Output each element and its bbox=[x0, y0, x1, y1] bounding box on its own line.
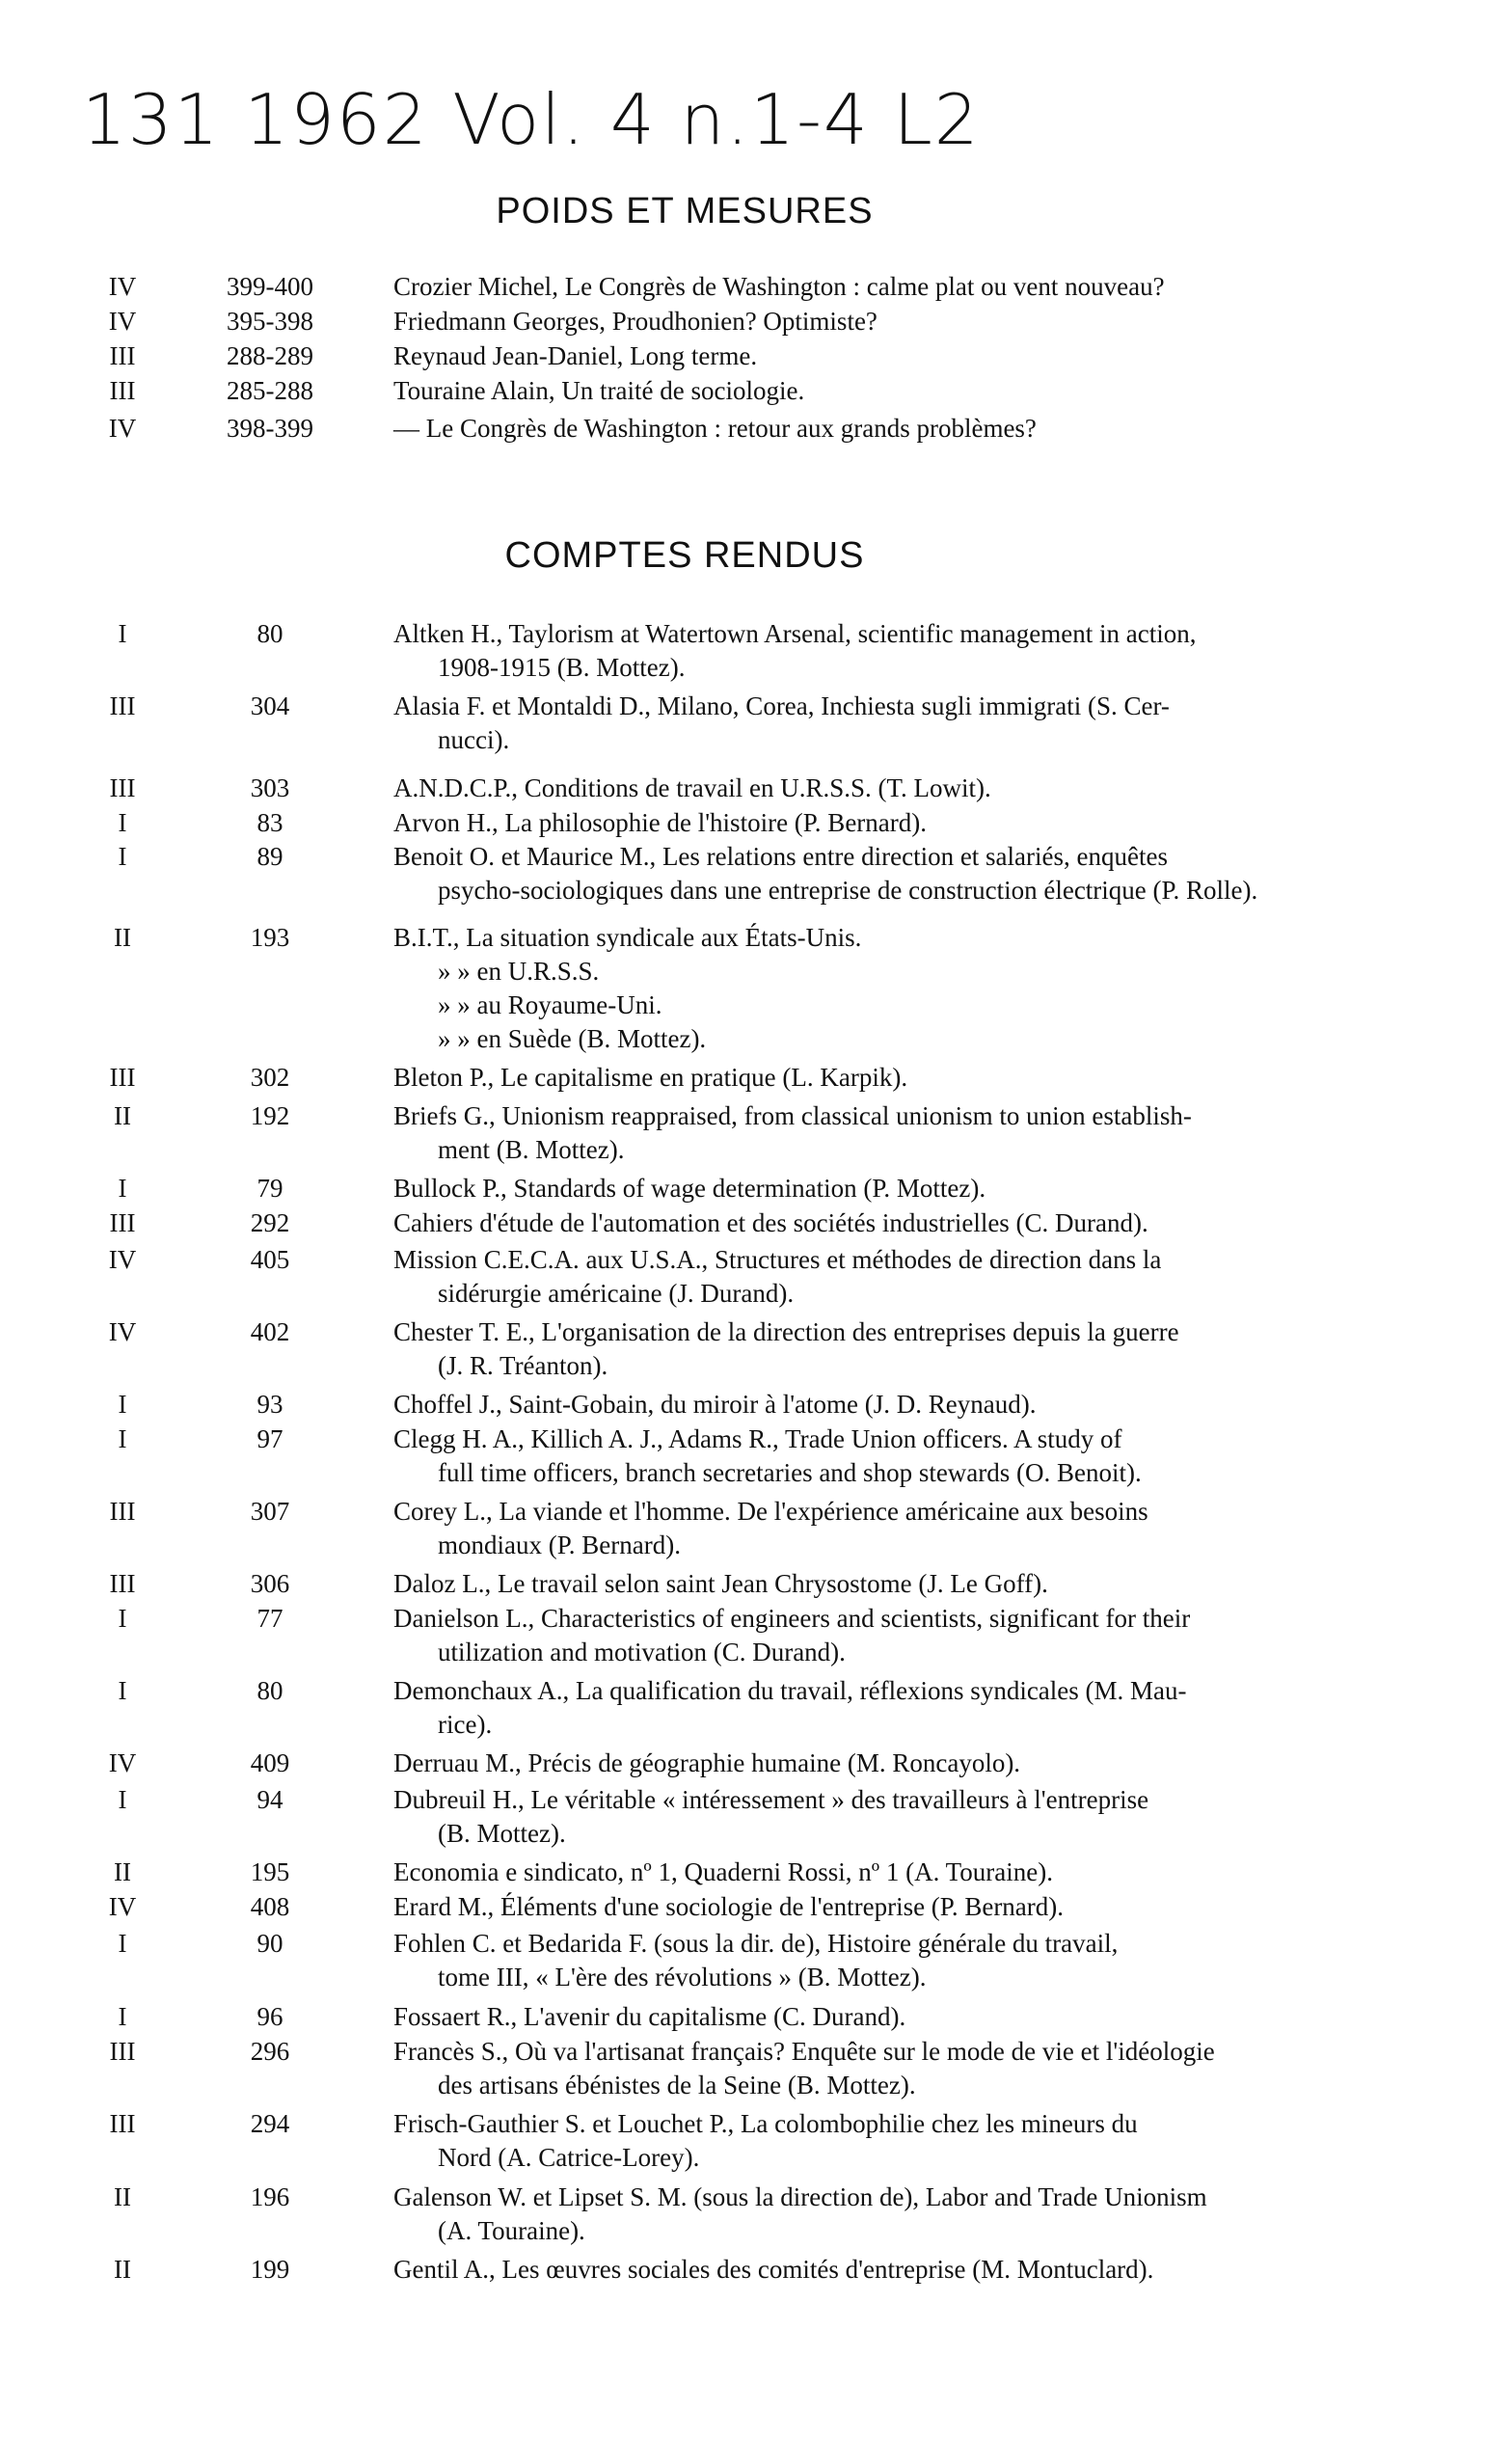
entry-text bbox=[393, 1856, 1418, 1889]
entry-text bbox=[393, 2253, 1418, 2287]
volume-number: III bbox=[109, 2109, 136, 2138]
volume-number: I bbox=[118, 1174, 127, 1203]
entry-text bbox=[393, 806, 1418, 840]
entry-line: Derruau M., Précis de géographie humaine (M. Roncayolo). bbox=[393, 1748, 1021, 1777]
page-range: 306 bbox=[250, 1569, 290, 1598]
entry-text bbox=[393, 690, 1418, 757]
page-range: 288-289 bbox=[227, 341, 313, 370]
entry-text bbox=[393, 412, 1418, 446]
page-range: 93 bbox=[256, 1390, 284, 1419]
entry-line: sidérurgie américaine (J. Durand). bbox=[438, 1279, 795, 1308]
page-range: 409 bbox=[250, 1748, 290, 1777]
volume-number: IV bbox=[108, 272, 137, 301]
entry-line: » » en Suède (B. Mottez). bbox=[438, 1024, 707, 1053]
volume-number: II bbox=[114, 2182, 131, 2211]
entry-line: Danielson L., Characteristics of engineers and scientists, significant for their bbox=[393, 1604, 1191, 1633]
volume-number: II bbox=[114, 2255, 131, 2284]
entry-line: psycho-sociologiques dans une entreprise de construction électrique (P. Rolle). bbox=[438, 876, 1258, 905]
entry-text bbox=[393, 1567, 1418, 1601]
entry-line: (B. Mottez). bbox=[438, 1819, 566, 1848]
entry-text bbox=[393, 305, 1418, 339]
entry-text bbox=[393, 2035, 1418, 2102]
volume-number: III bbox=[109, 1063, 136, 1092]
entry-line: des artisans ébénistes de la Seine (B. Mottez). bbox=[438, 2071, 916, 2099]
page-range: 77 bbox=[256, 1604, 284, 1633]
entry-text bbox=[393, 1747, 1418, 1780]
volume-number: IV bbox=[108, 1245, 137, 1274]
entry-text bbox=[393, 840, 1418, 907]
entry-line: rice). bbox=[438, 1710, 493, 1739]
volume-number: II bbox=[114, 1857, 131, 1886]
volume-number: III bbox=[109, 376, 136, 405]
entry-line: Altken H., Taylorism at Watertown Arsenal, scientific management in action, bbox=[393, 619, 1197, 648]
entry-text bbox=[393, 1890, 1418, 1924]
entry-text bbox=[393, 1602, 1418, 1669]
entry-line: » » au Royaume-Uni. bbox=[438, 990, 662, 1019]
volume-number: I bbox=[118, 1676, 127, 1705]
entry-text bbox=[393, 1422, 1418, 1490]
page-range: 405 bbox=[250, 1245, 290, 1274]
handwritten-annotation: 131 1962 Vol. 4 n.1-4 L2 bbox=[82, 79, 981, 160]
volume-number: II bbox=[114, 923, 131, 952]
page-range: 80 bbox=[256, 619, 284, 648]
entry-line: Dubreuil H., Le véritable « intéressement » des travailleurs à l'entreprise bbox=[393, 1785, 1149, 1814]
entry-line: full time officers, branch secretaries and shop stewards (O. Benoit). bbox=[438, 1458, 1142, 1487]
entry-line: » » en U.R.S.S. bbox=[438, 957, 600, 986]
entry-text bbox=[393, 617, 1418, 685]
volume-number: IV bbox=[108, 414, 137, 443]
entry-line: Nord (A. Catrice-Lorey). bbox=[438, 2143, 700, 2172]
entry-line: Galenson W. et Lipset S. M. (sous la direction de), Labor and Trade Unionism bbox=[393, 2182, 1207, 2211]
page-range: 294 bbox=[250, 2109, 290, 2138]
volume-number: II bbox=[114, 1101, 131, 1130]
volume-number: III bbox=[109, 1497, 136, 1526]
page-range: 399-400 bbox=[227, 272, 313, 301]
volume-number: I bbox=[118, 2002, 127, 2031]
page-range: 195 bbox=[250, 1857, 290, 1886]
page-range: 94 bbox=[256, 1785, 284, 1814]
section-title-poids: POIDS ET MESURES bbox=[496, 191, 874, 231]
entry-line: Daloz L., Le travail selon saint Jean Chrysostome (J. Le Goff). bbox=[393, 1569, 1048, 1598]
page-range: 196 bbox=[250, 2182, 290, 2211]
entry-line: Alasia F. et Montaldi D., Milano, Corea, Inchiesta sugli immigrati (S. Cer- bbox=[393, 691, 1170, 720]
entry-text bbox=[393, 339, 1418, 373]
entry-text bbox=[393, 1206, 1418, 1240]
entry-line: Crozier Michel, Le Congrès de Washington : calme plat ou vent nouveau? bbox=[393, 272, 1165, 301]
entry-text bbox=[393, 1243, 1418, 1311]
entry-text bbox=[393, 1674, 1418, 1742]
volume-number: I bbox=[118, 1604, 127, 1633]
page-range: 192 bbox=[250, 1101, 290, 1130]
page-range: 402 bbox=[250, 1317, 290, 1346]
entry-line: 1908-1915 (B. Mottez). bbox=[438, 653, 686, 682]
entry-line: — Le Congrès de Washington : retour aux grands problèmes? bbox=[393, 414, 1037, 443]
entry-line: Bleton P., Le capitalisme en pratique (L. Karpik). bbox=[393, 1063, 908, 1092]
entry-text bbox=[393, 374, 1418, 408]
page-range: 199 bbox=[250, 2255, 290, 2284]
entry-line: Frisch-Gauthier S. et Louchet P., La colombophilie chez les mineurs du bbox=[393, 2109, 1138, 2138]
entry-text bbox=[393, 2181, 1418, 2248]
entry-line: Mission C.E.C.A. aux U.S.A., Structures et méthodes de direction dans la bbox=[393, 1245, 1162, 1274]
volume-number: I bbox=[118, 619, 127, 648]
page-range: 408 bbox=[250, 1892, 290, 1921]
entry-line: Corey L., La viande et l'homme. De l'expérience américaine aux besoins bbox=[393, 1497, 1148, 1526]
entry-line: Francès S., Où va l'artisanat français? Enquête sur le mode de vie et l'idéologie bbox=[393, 2037, 1215, 2066]
entry-line: (A. Touraine). bbox=[438, 2216, 585, 2245]
page-range: 193 bbox=[250, 923, 290, 952]
page-range: 97 bbox=[256, 1424, 284, 1453]
volume-number: IV bbox=[108, 1892, 137, 1921]
page-range: 80 bbox=[256, 1676, 284, 1705]
entry-text bbox=[393, 1061, 1418, 1095]
entry-text bbox=[393, 1172, 1418, 1205]
entry-text bbox=[393, 1783, 1418, 1851]
entry-line: Clegg H. A., Killich A. J., Adams R., Trade Union officers. A study of bbox=[393, 1424, 1122, 1453]
entry-line: Economia e sindicato, nº 1, Quaderni Rossi, nº 1 (A. Touraine). bbox=[393, 1857, 1053, 1886]
entry-line: Choffel J., Saint-Gobain, du miroir à l'atome (J. D. Reynaud). bbox=[393, 1390, 1037, 1419]
page-range: 307 bbox=[250, 1497, 290, 1526]
entry-line: Fossaert R., L'avenir du capitalisme (C. Durand). bbox=[393, 2002, 906, 2031]
volume-number: IV bbox=[108, 307, 137, 336]
page-range: 90 bbox=[256, 1929, 284, 1958]
volume-number: III bbox=[109, 1569, 136, 1598]
page-range: 292 bbox=[250, 1208, 290, 1237]
volume-number: III bbox=[109, 773, 136, 802]
page-range: 83 bbox=[256, 808, 284, 837]
entry-line: Touraine Alain, Un traité de sociologie. bbox=[393, 376, 805, 405]
section-title-comptes: COMPTES RENDUS bbox=[504, 535, 865, 576]
entry-text bbox=[393, 1927, 1418, 1994]
page-range: 398-399 bbox=[227, 414, 313, 443]
entry-line: Benoit O. et Maurice M., Les relations entre direction et salariés, enquêtes bbox=[393, 842, 1168, 871]
entry-text bbox=[393, 772, 1418, 805]
page-range: 96 bbox=[256, 2002, 284, 2031]
entry-line: Chester T. E., L'organisation de la direction des entreprises depuis la guerre bbox=[393, 1317, 1179, 1346]
volume-number: IV bbox=[108, 1317, 137, 1346]
entry-line: Friedmann Georges, Proudhonien? Optimiste? bbox=[393, 307, 878, 336]
page-range: 303 bbox=[250, 773, 290, 802]
volume-number: I bbox=[118, 1424, 127, 1453]
entry-line: utilization and motivation (C. Durand). bbox=[438, 1638, 846, 1666]
entry-line: Erard M., Éléments d'une sociologie de l'entreprise (P. Bernard). bbox=[393, 1892, 1065, 1921]
volume-number: III bbox=[109, 691, 136, 720]
page-range: 395-398 bbox=[227, 307, 313, 336]
volume-number: III bbox=[109, 1208, 136, 1237]
entry-text bbox=[393, 1388, 1418, 1422]
volume-number: I bbox=[118, 1390, 127, 1419]
page-range: 285-288 bbox=[227, 376, 313, 405]
volume-number: IV bbox=[108, 1748, 137, 1777]
volume-number: III bbox=[109, 341, 136, 370]
entry-line: Reynaud Jean-Daniel, Long terme. bbox=[393, 341, 758, 370]
entry-line: ment (B. Mottez). bbox=[438, 1135, 625, 1164]
page-range: 304 bbox=[250, 691, 290, 720]
entry-text bbox=[393, 921, 1418, 1056]
entry-line: nucci). bbox=[438, 725, 510, 754]
entry-line: Cahiers d'étude de l'automation et des sociétés industrielles (C. Durand). bbox=[393, 1208, 1148, 1237]
entry-line: B.I.T., La situation syndicale aux États-Unis. bbox=[393, 923, 862, 952]
entry-text bbox=[393, 1495, 1418, 1562]
page-range: 302 bbox=[250, 1063, 290, 1092]
volume-number: I bbox=[118, 842, 127, 871]
entry-text bbox=[393, 270, 1418, 304]
volume-number: I bbox=[118, 1785, 127, 1814]
entry-text bbox=[393, 2000, 1418, 2034]
entry-line: Fohlen C. et Bedarida F. (sous la dir. de), Histoire générale du travail, bbox=[393, 1929, 1119, 1958]
volume-number: I bbox=[118, 1929, 127, 1958]
page-range: 296 bbox=[250, 2037, 290, 2066]
entry-line: (J. R. Tréanton). bbox=[438, 1351, 608, 1380]
entry-line: A.N.D.C.P., Conditions de travail en U.R.S.S. (T. Lowit). bbox=[393, 773, 991, 802]
entry-line: tome III, « L'ère des révolutions » (B. Mottez). bbox=[438, 1963, 927, 1991]
entry-line: Arvon H., La philosophie de l'histoire (P. Bernard). bbox=[393, 808, 928, 837]
page-range: 79 bbox=[256, 1174, 284, 1203]
entry-line: Gentil A., Les œuvres sociales des comités d'entreprise (M. Montuclard). bbox=[393, 2255, 1154, 2284]
page-range: 89 bbox=[256, 842, 284, 871]
entry-line: Briefs G., Unionism reappraised, from classical unionism to union establish- bbox=[393, 1101, 1192, 1130]
entry-line: Bullock P., Standards of wage determination (P. Mottez). bbox=[393, 1174, 986, 1203]
volume-number: III bbox=[109, 2037, 136, 2066]
entry-text bbox=[393, 1315, 1418, 1383]
entry-text bbox=[393, 2107, 1418, 2175]
entry-line: mondiaux (P. Bernard). bbox=[438, 1531, 681, 1559]
volume-number: I bbox=[118, 808, 127, 837]
entry-line: Demonchaux A., La qualification du travail, réflexions syndicales (M. Mau- bbox=[393, 1676, 1187, 1705]
entry-text bbox=[393, 1099, 1418, 1167]
